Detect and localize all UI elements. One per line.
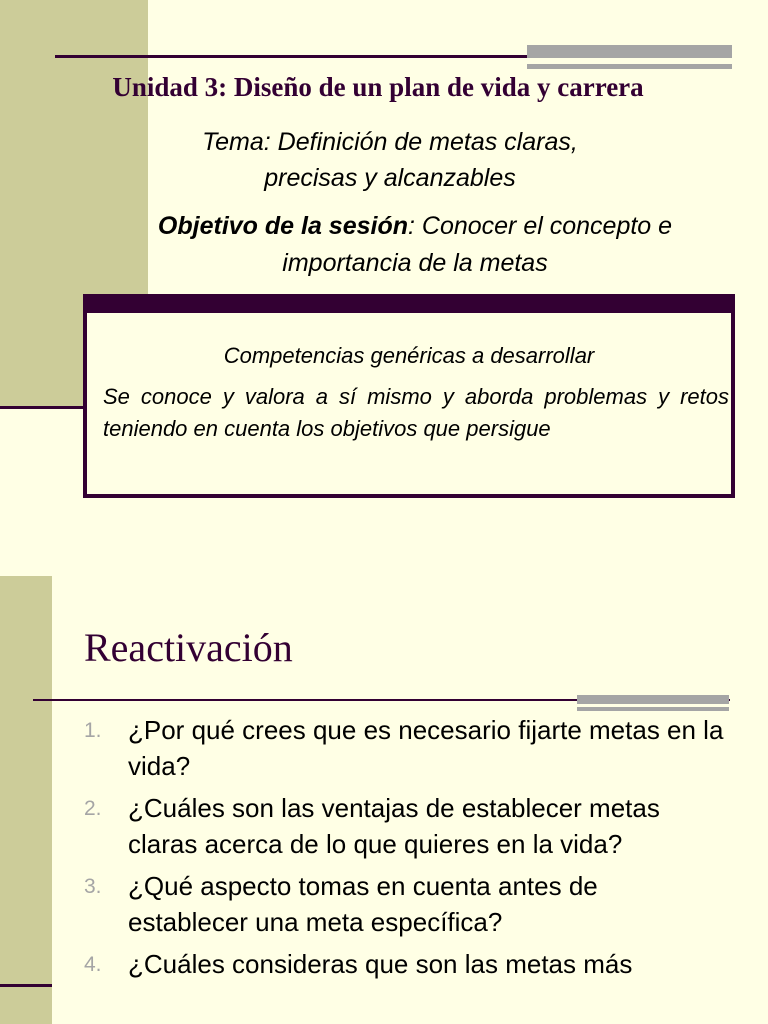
header-accent-bar [527,45,732,58]
question-text: ¿Por qué crees que es necesario fijarte metas en la vida? [128,715,724,781]
tema [0,124,768,196]
title-accent-bar [577,695,729,704]
header-accent-bar-thin [527,64,732,69]
section-title: Reactivación [84,625,293,670]
slide-2 [0,560,768,1024]
competencias-heading: Competencias genéricas a desarrollar [223,343,595,368]
competencias-text: Se conoce y valora a sí mismo y aborda problemas y retos teniendo en cuenta los objetivos que persigue [103,384,729,441]
objetivo-text: : Conocer el concepto e importancia de la metas [282,212,673,277]
competencias-box [83,294,735,498]
list-number: 2. [84,797,102,820]
unit-title: Unidad 3: Diseño de un plan de vida y carrera [112,72,644,102]
objetivo [150,208,680,282]
question-text: ¿Cuáles son las ventajas de establecer metas claras acerca de lo que quieres en la vida? [128,793,660,859]
list-item [84,868,724,940]
question-list [84,712,724,989]
sidebar-rule [0,406,85,409]
list-number: 1. [84,719,102,742]
title-accent-bar-thin [577,707,729,711]
sidebar-rule [0,984,52,987]
list-item [84,712,724,784]
list-number: 3. [84,875,102,898]
list-item [84,946,724,983]
objetivo-label: Objetivo de la sesión [157,212,408,240]
tema-line-1: Tema: Definición de metas claras, [202,128,578,156]
question-text: ¿Cuáles consideras que son las metas más [128,949,633,979]
sidebar-decoration [0,576,52,1024]
tema-line-2: precisas y alcanzables [264,164,516,192]
question-text: ¿Qué aspecto tomas en cuenta antes de establecer una meta específica? [128,871,598,937]
list-number: 4. [84,953,102,976]
list-item [84,790,724,862]
